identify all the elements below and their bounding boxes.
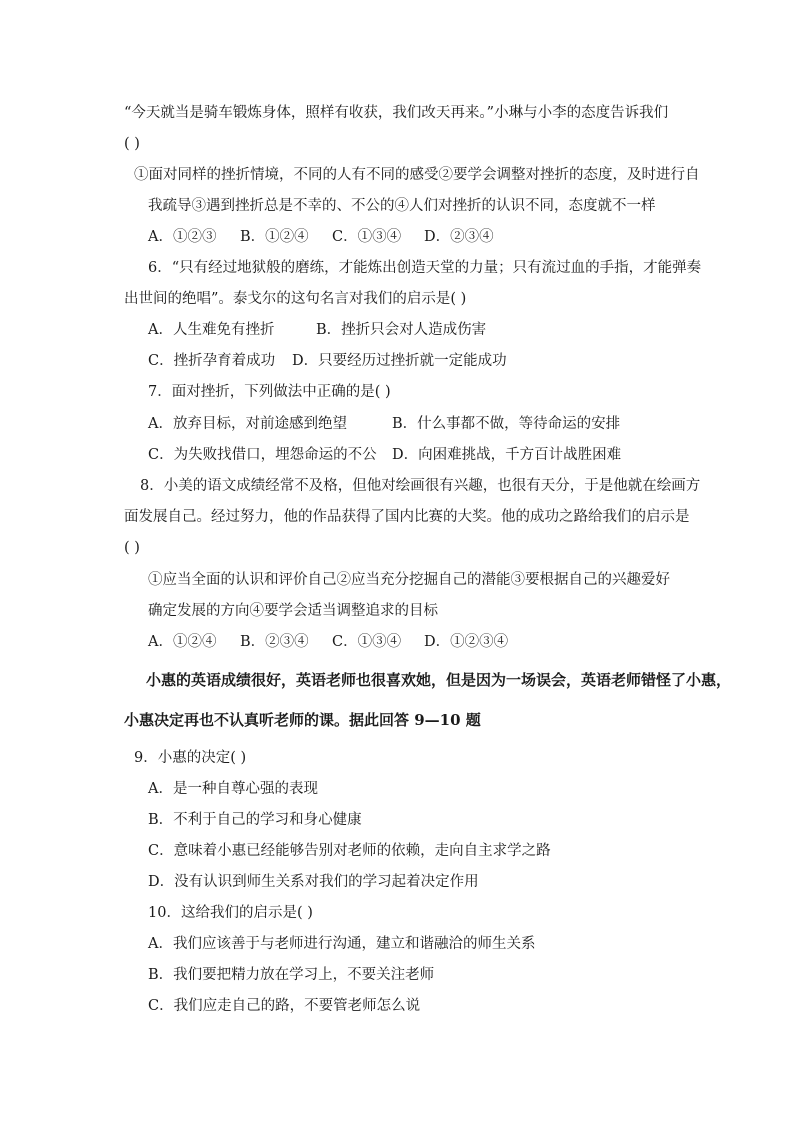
q7-options-row-1 <box>148 414 620 434</box>
q10-option-a: A．我们应该善于与老师进行沟通，建立和谐融洽的师生关系 <box>148 936 536 952</box>
q8-option-d: D．①②③④ <box>424 634 509 650</box>
q5-option-d: D．②③④ <box>424 229 494 245</box>
q5-option-b: B．①②④ <box>240 229 309 245</box>
q5-options <box>148 227 494 247</box>
q9-option-b: B．不利于自己的学习和身心健康 <box>148 812 362 828</box>
q7-option-b: B．什么事都不做，等待命运的安排 <box>392 416 621 432</box>
passage-line-2: 小惠决定再也不认真听老师的课。据此回答 9—10 题 <box>124 711 481 729</box>
q9-stem: 9．小惠的决定( ) <box>134 750 247 766</box>
q8-option-a: A．①②④ <box>148 634 217 650</box>
q8-answer-bracket: ( ) <box>124 540 140 556</box>
q9-option-a: A．是一种自尊心强的表现 <box>148 781 318 797</box>
q8-stem-line-2: 面发展自己。经过努力，他的作品获得了国内比赛的大奖。他的成功之路给我们的启示是 <box>124 509 690 525</box>
q5-option-c: C．①③④ <box>332 229 402 245</box>
q6-options-row-2 <box>148 351 507 371</box>
q6-stem-line-1: 6．“只有经过地狱般的磨练，才能炼出创造天堂的力量；只有流过血的手指，才能弹奏 <box>148 260 702 276</box>
passage-line-1: 小惠的英语成绩很好，英语老师也很喜欢她，但是因为一场误会，英语老师错怪了小惠， <box>146 671 732 689</box>
q6-option-c: C．挫折孕育着成功 <box>148 353 276 369</box>
q7-option-c: C．为失败找借口，埋怨命运的不公 <box>148 447 377 463</box>
q8-statements-line-1: ①应当全面的认识和评价自己②应当充分挖掘自己的潜能③要根据自己的兴趣爱好 <box>148 572 670 588</box>
q9-option-d: D．没有认识到师生关系对我们的学习起着决定作用 <box>148 874 479 890</box>
q7-stem: 7．面对挫折，下列做法中正确的是( ) <box>148 384 391 400</box>
q6-stem-line-2: 出世间的绝唱”。泰戈尔的这句名言对我们的启示是( ) <box>124 291 467 307</box>
q5-option-a: A．①②③ <box>148 229 217 245</box>
q8-options <box>148 632 508 652</box>
q6-options-row-1 <box>148 320 486 340</box>
q5-answer-bracket: ( ) <box>124 136 140 152</box>
q8-option-c: C．①③④ <box>332 634 402 650</box>
q10-stem: 10．这给我们的启示是( ) <box>148 905 313 921</box>
q8-stem-line-1: 8．小美的语文成绩经常不及格，但他对绘画很有兴趣，也很有天分，于是他就在绘画方 <box>140 478 701 494</box>
q7-options-row-2 <box>148 445 621 465</box>
q10-option-b: B．我们要把精力放在学习上，不要关注老师 <box>148 967 435 983</box>
q7-option-a: A．放弃目标，对前途感到绝望 <box>148 416 347 432</box>
q8-option-b: B．②③④ <box>240 634 309 650</box>
q8-statements-line-2: 确定发展的方向④要学会适当调整追求的目标 <box>148 603 438 619</box>
q7-option-d: D．向困难挑战，千方百计战胜困难 <box>392 447 622 463</box>
q5-statements-line-1: ①面对同样的挫折情境，不同的人有不同的感受②要学会调整对挫折的态度，及时进行自 <box>134 167 700 183</box>
q5-stem-line-1: “今天就当是骑车锻炼身体，照样有收获，我们改天再来。”小琳与小李的态度告诉我们 <box>124 105 669 121</box>
q5-statements-line-2: 我疏导③遇到挫折总是不幸的、不公的④人们对挫折的认识不同，态度就不一样 <box>148 198 656 214</box>
q6-option-b: B．挫折只会对人造成伤害 <box>316 322 487 338</box>
q6-option-d: D．只要经历过挫折就一定能成功 <box>292 353 507 369</box>
q6-option-a: A．人生难免有挫折 <box>148 322 275 338</box>
q10-option-c: C．我们应走自己的路，不要管老师怎么说 <box>148 998 421 1014</box>
q9-option-c: C．意味着小惠已经能够告别对老师的依赖，走向自主求学之路 <box>148 843 551 859</box>
